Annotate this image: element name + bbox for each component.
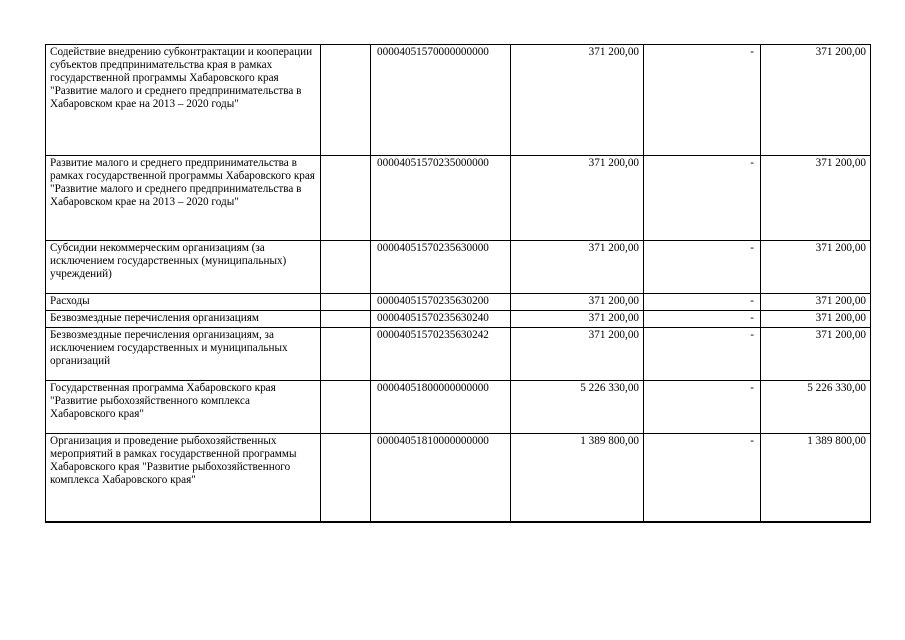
row-total-cell: 371 200,00 — [761, 156, 871, 241]
table-row — [46, 45, 871, 156]
row-amount-cell: 371 200,00 — [511, 156, 644, 241]
row-code-cell: 00004051810000000000 — [371, 434, 511, 522]
row-total-cell: 371 200,00 — [761, 328, 871, 381]
row-code-cell: 00004051570235630200 — [371, 294, 511, 311]
table-row — [46, 156, 871, 241]
row-code-cell: 00004051570000000000 — [371, 45, 511, 156]
row-total-cell: 371 200,00 — [761, 45, 871, 156]
row-change-cell: - — [644, 294, 761, 311]
row-total-cell: 1 389 800,00 — [761, 434, 871, 522]
row-change-cell: - — [644, 434, 761, 522]
table-row — [46, 434, 871, 522]
empty-cell — [321, 45, 371, 156]
table-row — [46, 241, 871, 294]
row-name-cell: Безвозмездные перечисления организациям — [46, 311, 321, 328]
row-amount-cell: 1 389 800,00 — [511, 434, 644, 522]
row-name-cell: Безвозмездные перечисления организациям, за исключением государственных и муниципальных организаций — [46, 328, 321, 381]
row-name-cell: Субсидии некоммерческим организациям (за исключением государственных (муниципальных) учреждений) — [46, 241, 321, 294]
empty-cell — [321, 156, 371, 241]
empty-cell — [321, 381, 371, 434]
table-row — [46, 311, 871, 328]
row-code-cell: 00004051570235630000 — [371, 241, 511, 294]
row-total-cell: 371 200,00 — [761, 294, 871, 311]
row-amount-cell: 371 200,00 — [511, 328, 644, 381]
empty-cell — [321, 434, 371, 522]
row-code-cell: 00004051570235000000 — [371, 156, 511, 241]
row-amount-cell: 371 200,00 — [511, 311, 644, 328]
table-row — [46, 381, 871, 434]
row-code-cell: 00004051800000000000 — [371, 381, 511, 434]
row-name-cell: Расходы — [46, 294, 321, 311]
row-name-cell: Государственная программа Хабаровского края "Развитие рыбохозяйственного комплекса Хабаровского края" — [46, 381, 321, 434]
row-change-cell: - — [644, 328, 761, 381]
row-name-cell: Развитие малого и среднего предпринимательства в рамках государственной программы Хабаровского края "Развитие малого и среднего предпринимательства в Хабаровском крае на 2013 – 2020 годы" — [46, 156, 321, 241]
table-row — [46, 294, 871, 311]
row-change-cell: - — [644, 241, 761, 294]
empty-cell — [321, 241, 371, 294]
row-total-cell: 371 200,00 — [761, 311, 871, 328]
row-code-cell: 00004051570235630240 — [371, 311, 511, 328]
row-total-cell: 5 226 330,00 — [761, 381, 871, 434]
row-code-cell: 00004051570235630242 — [371, 328, 511, 381]
row-amount-cell: 5 226 330,00 — [511, 381, 644, 434]
table-body — [46, 45, 871, 522]
row-amount-cell: 371 200,00 — [511, 294, 644, 311]
table-row — [46, 328, 871, 381]
row-name-cell: Организация и проведение рыбохозяйственных мероприятий в рамках государственной программы Хабаровского края "Развитие рыбохозяйственного комплекса Хабаровского края" — [46, 434, 321, 522]
row-name-cell: Содействие внедрению субконтрактации и кооперации субъектов предпринимательства края в рамках государственной программы Хабаровского края "Развитие малого и среднего предпринимательства в Хабаровском крае на 2013 – 2020 годы" — [46, 45, 321, 156]
row-amount-cell: 371 200,00 — [511, 241, 644, 294]
empty-cell — [321, 328, 371, 381]
row-change-cell: - — [644, 156, 761, 241]
row-change-cell: - — [644, 45, 761, 156]
row-amount-cell: 371 200,00 — [511, 45, 644, 156]
empty-cell — [321, 294, 371, 311]
row-change-cell: - — [644, 311, 761, 328]
row-change-cell: - — [644, 381, 761, 434]
budget-table — [45, 44, 871, 523]
empty-cell — [321, 311, 371, 328]
row-total-cell: 371 200,00 — [761, 241, 871, 294]
